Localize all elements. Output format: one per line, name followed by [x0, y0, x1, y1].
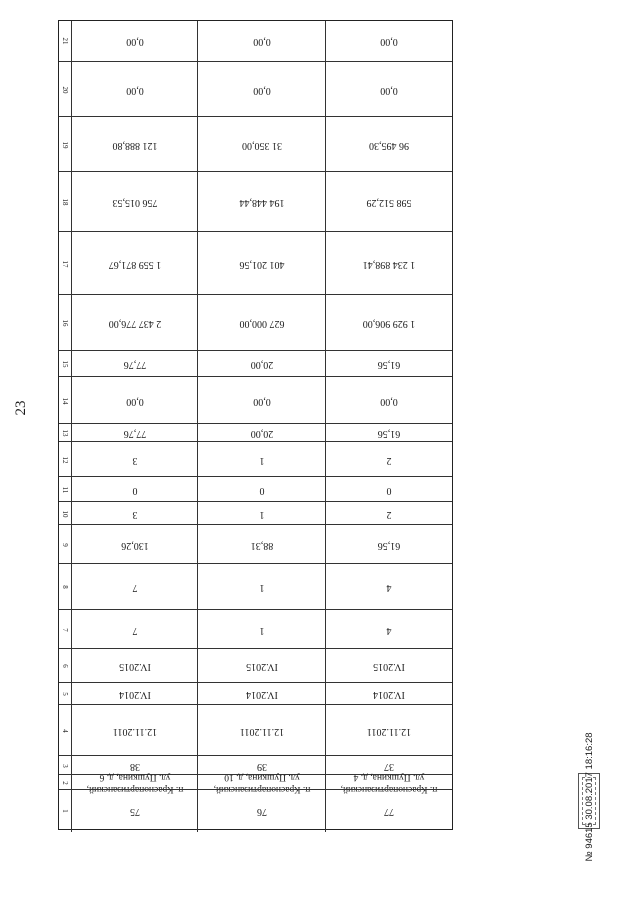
- table-cell: [71, 377, 197, 424]
- table-row: [59, 704, 452, 756]
- cell-value: 20,00: [250, 428, 273, 439]
- table-row: [59, 771, 452, 794]
- table-cell: [197, 424, 325, 442]
- table-cell: [71, 790, 197, 832]
- cell-value: 0,00: [125, 36, 144, 47]
- cell-value: 38: [129, 760, 140, 772]
- column-header-label: 6: [61, 664, 69, 668]
- table-cell: [71, 683, 197, 705]
- cell-value: 0,00: [252, 84, 271, 96]
- table-row: [59, 789, 452, 832]
- column-header-label: 11: [61, 486, 69, 493]
- cell-value: 77,76: [123, 359, 146, 370]
- column-header-label: 20: [61, 86, 69, 93]
- table-cell: [71, 705, 197, 756]
- column-header: [59, 351, 71, 377]
- address-line: п. Краснопартизанский,: [86, 783, 183, 794]
- table-cell: [197, 771, 325, 794]
- table-row: [59, 171, 452, 232]
- cell-value: 12.11.2011: [239, 725, 284, 737]
- table-cell: [325, 172, 452, 232]
- table-cell: [325, 525, 452, 564]
- table-row: [59, 376, 452, 424]
- cell-value: 1: [259, 582, 264, 593]
- column-header-label: 5: [61, 692, 69, 696]
- cell-value: 756 015,53: [112, 197, 157, 208]
- table-row: [59, 648, 452, 683]
- page-number: 23: [13, 400, 29, 416]
- column-header: [59, 424, 71, 442]
- column-header: [59, 295, 71, 351]
- table-cell: [197, 351, 325, 377]
- table-cell: [325, 295, 452, 351]
- column-header-label: 7: [61, 627, 69, 632]
- cell-value: 194 448,44: [239, 197, 284, 208]
- table-cell: [197, 525, 325, 564]
- table-row: [59, 441, 452, 477]
- address-line: ул. Пушкина, д. 10: [223, 771, 300, 782]
- table-row: [59, 231, 452, 295]
- address-line: ул. Пушкина, д. 6: [99, 771, 170, 782]
- column-header-label: 1: [61, 809, 69, 813]
- table-cell: [197, 62, 325, 117]
- cell-value: 3: [132, 508, 137, 520]
- cell-value: 37: [384, 760, 394, 772]
- column-header: [59, 62, 71, 117]
- cell-value: 2 437 776,00: [108, 318, 161, 329]
- table-cell: [325, 424, 452, 442]
- data-table: [58, 20, 453, 830]
- column-header: [59, 377, 71, 424]
- cell-value: 0,00: [125, 84, 144, 96]
- table-cell: [325, 683, 452, 705]
- table-cell: [71, 564, 197, 610]
- column-header: [59, 756, 71, 775]
- column-header-label: 8: [61, 585, 69, 589]
- cell-value: 1: [259, 508, 264, 520]
- table-cell: [197, 564, 325, 610]
- column-header: [59, 610, 71, 649]
- table-cell: [71, 117, 197, 172]
- table-cell: [325, 232, 452, 295]
- column-header-label: 9: [61, 542, 69, 547]
- cell-value: 77,76: [123, 428, 146, 439]
- cell-value: 1 929 906,00: [362, 318, 416, 329]
- table-cell: [325, 477, 452, 502]
- table-row: [59, 682, 452, 705]
- table-cell: [71, 172, 197, 232]
- column-header: [59, 442, 71, 477]
- table-cell: [197, 21, 325, 61]
- cell-value: 1 559 871,67: [108, 258, 161, 270]
- table-cell: [71, 502, 197, 525]
- cell-value: 2: [386, 454, 392, 466]
- column-header: [59, 705, 71, 756]
- table-cell: [325, 790, 452, 832]
- table-cell: [325, 771, 452, 794]
- cell-value: 4: [386, 582, 392, 593]
- table-cell: [71, 442, 197, 477]
- address-line: п. Краснопартизанский,: [213, 783, 310, 794]
- column-header-label: 3: [61, 763, 69, 768]
- column-header: [59, 117, 71, 172]
- table-cell: [197, 649, 325, 683]
- cell-value: 2: [386, 508, 392, 520]
- object-number: 77: [384, 806, 394, 817]
- cell-value: IV.2015: [245, 661, 278, 672]
- table-cell: [71, 424, 197, 442]
- table-cell: [325, 705, 452, 756]
- cell-value: 130,26: [120, 539, 149, 551]
- table-row: [59, 61, 452, 117]
- column-header: [59, 525, 71, 564]
- table-row: [59, 609, 452, 649]
- cell-value: 0: [132, 484, 137, 496]
- table-row: [59, 350, 452, 377]
- table-row: [59, 21, 452, 61]
- table-cell: [325, 21, 452, 61]
- column-header-label: 17: [61, 260, 69, 267]
- table-cell: [325, 117, 452, 172]
- table-cell: [71, 62, 197, 117]
- column-header-label: 15: [61, 360, 69, 368]
- table-cell: [325, 649, 452, 683]
- column-header: [59, 683, 71, 705]
- cell-value: 0,00: [252, 36, 271, 47]
- table-row: [59, 476, 452, 502]
- cell-value: IV.2015: [118, 661, 151, 672]
- cell-value: 31 350,00: [241, 139, 282, 151]
- cell-value: 0: [386, 484, 392, 496]
- cell-value: 0,00: [380, 395, 398, 407]
- table-cell: [325, 564, 452, 610]
- table-cell: [71, 295, 197, 351]
- cell-value: 61,56: [377, 428, 401, 439]
- cell-value: 0,00: [380, 36, 398, 47]
- cell-value: 39: [256, 760, 267, 772]
- table-row: [59, 563, 452, 610]
- address-line: п. Краснопартизанский,: [340, 783, 438, 794]
- cell-value: 598 512,29: [366, 197, 412, 208]
- cell-value: 121 888,80: [112, 139, 157, 151]
- column-header: [59, 649, 71, 683]
- cell-value: 1: [259, 454, 264, 466]
- cell-value: 4: [386, 624, 392, 636]
- table-cell: [71, 21, 197, 61]
- cell-value: 20,00: [250, 359, 273, 370]
- column-header-label: 2: [61, 780, 69, 785]
- cell-value: 7: [132, 624, 137, 636]
- cell-value: 61,56: [377, 359, 401, 370]
- cell-value: 1: [259, 624, 264, 636]
- table-cell: [197, 790, 325, 832]
- cell-value: 401 201,56: [239, 258, 284, 270]
- cell-value: 627 000,00: [239, 318, 284, 329]
- cell-value: IV.2015: [373, 661, 405, 672]
- column-header-label: 16: [61, 319, 69, 327]
- table-cell: [71, 771, 197, 794]
- cell-value: 0: [259, 484, 264, 496]
- table-cell: [325, 351, 452, 377]
- column-header-label: 13: [61, 429, 69, 437]
- column-header: [59, 477, 71, 502]
- table-cell: [325, 442, 452, 477]
- cell-value: 0,00: [380, 84, 398, 96]
- cell-value: 1 234 898,41: [362, 258, 416, 270]
- table-cell: [197, 377, 325, 424]
- table-row: [59, 501, 452, 525]
- table-cell: [71, 232, 197, 295]
- column-header-label: 12: [61, 456, 69, 463]
- table-cell: [197, 683, 325, 705]
- column-header: [59, 21, 71, 61]
- table-cell: [197, 442, 325, 477]
- column-header-label: 21: [61, 37, 69, 45]
- column-header-label: 19: [61, 141, 69, 148]
- column-header: [59, 775, 71, 790]
- table-row: [59, 524, 452, 564]
- table-cell: [71, 610, 197, 649]
- table-cell: [197, 705, 325, 756]
- cell-value: 12.11.2011: [112, 725, 157, 737]
- column-header-label: 14: [61, 397, 69, 404]
- object-number: 75: [129, 806, 140, 817]
- document-registration-note: № 94615 30.08.2017 18:16:28: [584, 732, 595, 862]
- column-header-label: 4: [61, 728, 69, 733]
- column-header: [59, 172, 71, 232]
- column-header: [59, 564, 71, 610]
- table-cell: [197, 477, 325, 502]
- cell-value: IV.2014: [373, 689, 405, 700]
- table-cell: [71, 477, 197, 502]
- cell-value: 88,31: [250, 539, 273, 551]
- cell-value: 61,56: [377, 539, 401, 551]
- object-number: 76: [256, 806, 267, 817]
- table-cell: [71, 649, 197, 683]
- cell-value: 7: [132, 582, 137, 593]
- table-row: [59, 423, 452, 442]
- column-header: [59, 502, 71, 525]
- column-header-label: 18: [61, 198, 69, 206]
- table-cell: [197, 295, 325, 351]
- table-cell: [71, 351, 197, 377]
- cell-value: IV.2014: [245, 689, 278, 700]
- table-cell: [325, 502, 452, 525]
- table-row: [59, 294, 452, 351]
- table-row: [59, 116, 452, 172]
- table-cell: [197, 502, 325, 525]
- table-cell: [197, 232, 325, 295]
- cell-value: IV.2014: [118, 689, 151, 700]
- table-cell: [325, 62, 452, 117]
- table-cell: [197, 172, 325, 232]
- cell-value: 0,00: [125, 395, 144, 407]
- table-cell: [71, 525, 197, 564]
- column-header: [59, 232, 71, 295]
- table-cell: [197, 117, 325, 172]
- table-cell: [325, 377, 452, 424]
- table-cell: [197, 610, 325, 649]
- column-header: [59, 790, 71, 832]
- cell-value: 12.11.2011: [366, 725, 412, 737]
- cell-value: 96 495,30: [369, 139, 409, 151]
- cell-value: 0,00: [252, 395, 271, 407]
- address-line: ул. Пушкина, д. 4: [353, 771, 425, 782]
- table-cell: [325, 610, 452, 649]
- column-header-label: 10: [61, 510, 69, 517]
- cell-value: 3: [132, 454, 137, 466]
